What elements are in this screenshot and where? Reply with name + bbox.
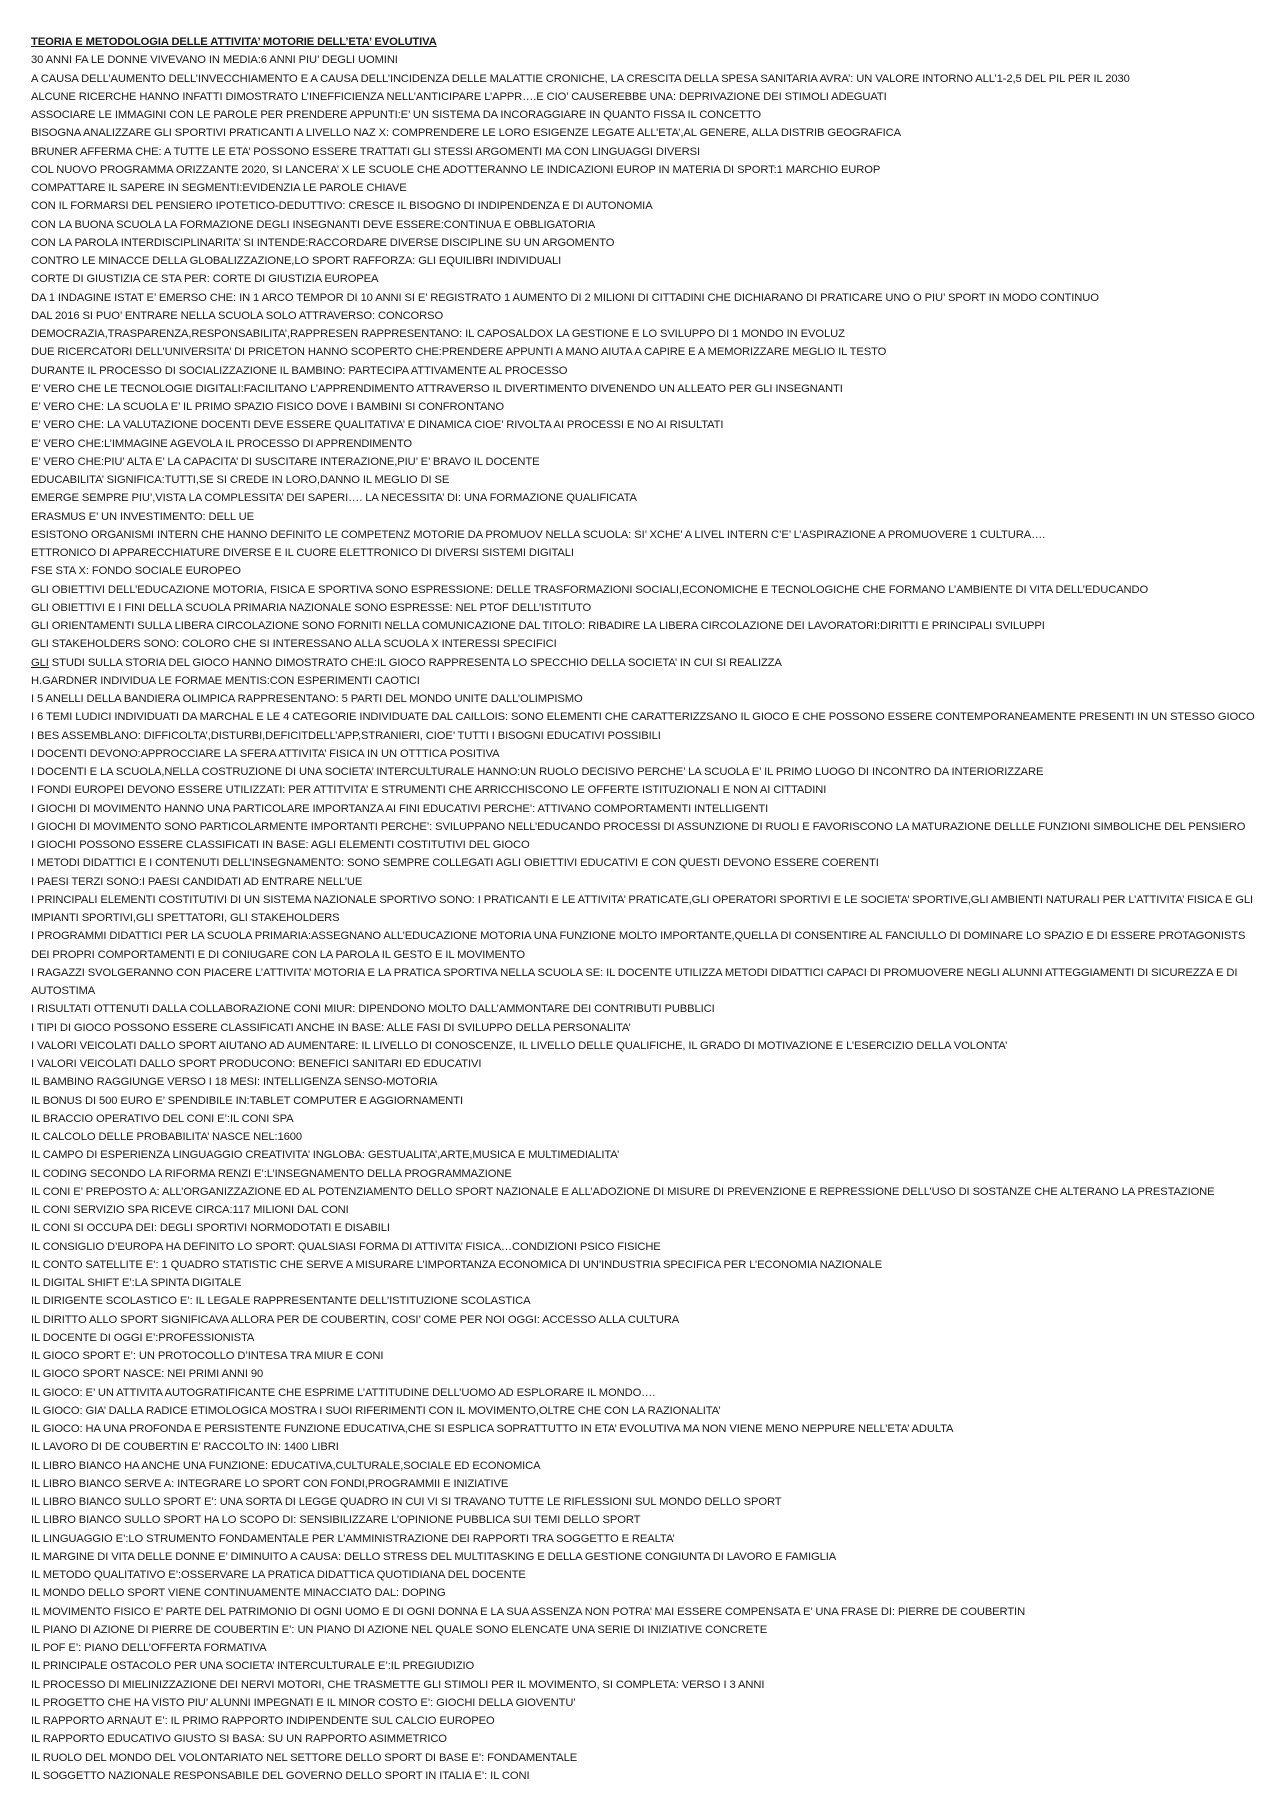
list-item: GLI OBIETTIVI DELL’EDUCAZIONE MOTORIA, FISICA E SPORTIVA SONO ESPRESSIONE: DELLE TRASFORMAZIONI SOCIALI,ECONOMICHE E TECNOLOGICHE CHE FORMANO L’AMBIENTE DI VITA DELL’EDUCANDO	[31, 583, 1149, 596]
list-item: A CAUSA DELL’AUMENTO DELL’INVECCHIAMENTO E A CAUSA DELL’INCIDENZA DELLE MALATTIE CRONICHE, LA CRESCITA DELLA SPESA SANITARIA AVRA’: UN VALORE INTORNO ALL’1-2,5 DEL PIL PER IL 2030	[31, 72, 1130, 85]
list-item: IL BRACCIO OPERATIVO DEL CONI E’:IL CONI SPA	[31, 1112, 294, 1125]
list-item: IL DIGITAL SHIFT E’:LA SPINTA DIGITALE	[31, 1277, 242, 1289]
list-item: IL POF E’: PIANO DELL’OFFERTA FORMATIVA	[31, 1642, 267, 1654]
list-item: I DOCENTI DEVONO:APPROCCIARE LA SFERA ATTIVITA’ FISICA IN UN OTTTICA POSITIVA	[31, 747, 500, 760]
list-item: E’ VERO CHE:PIU’ ALTA E’ LA CAPACITA’ DI SUSCITARE INTERAZIONE,PIU’ E’ BRAVO IL DOCENTE	[31, 455, 540, 468]
list-item: DA 1 INDAGINE ISTAT E’ EMERSO CHE: IN 1 ARCO TEMPOR DI 10 ANNI SI E’ REGISTRATO 1 AUMENTO DI 2 MILIONI DI CITTADINI CHE DICHIARANO DI PRATICARE UNO O PIU’ SPORT IN MODO CONTINUO	[31, 291, 1099, 304]
list-item: ASSOCIARE LE IMMAGINI CON LE PAROLE PER PRENDERE APPUNTI:E’ UN SISTEMA DA INCORAGGIARE IN QUANTO FISSA IL CONCETTO	[31, 109, 762, 121]
list-item: IL CONTO SATELLITE E’: 1 QUADRO STATISTIC CHE SERVE A MISURARE L’IMPORTANZA ECONOMICA DI UN’INDUSTRIA SPECIFICA PER L’ECONOMIA NAZIONALE	[31, 1258, 883, 1271]
list-item: E’ VERO CHE: LA SCUOLA E’ IL PRIMO SPAZIO FISICO DOVE I BAMBINI SI CONFRONTANO	[31, 401, 504, 413]
list-item: IL MARGINE DI VITA DELLE DONNE E’ DIMINUITO A CAUSA: DELLO STRESS DEL MULTITASKING E DELLA GESTIONE CONGIUNTA DI LAVORO E FAMIGLIA	[31, 1550, 837, 1563]
list-item: IL GIOCO: E’ UN ATTIVITA AUTOGRATIFICANTE CHE ESPRIME L’ATTITUDINE DELL’UOMO AD ESPLORARE IL MONDO….	[31, 1386, 656, 1399]
list-item: EMERGE SEMPRE PIU’,VISTA LA COMPLESSITA’ DEI SAPERI…. LA NECESSITA’ DI: UNA FORMAZIONE QUALIFICATA	[31, 492, 637, 505]
list-item: I GIOCHI DI MOVIMENTO HANNO UNA PARTICOLARE IMPORTANZA AI FINI EDUCATIVI PERCHE’: ATTIVANO COMPORTAMENTI INTELLIGENTI	[31, 802, 769, 815]
list-item: I VALORI VEICOLATI DALLO SPORT PRODUCONO: BENEFICI SANITARI ED EDUCATIVI	[31, 1058, 482, 1070]
list-item: ALCUNE RICERCHE HANNO INFATTI DIMOSTRATO L’INEFFICIENZA NELL’ANTICIPARE L’APPR….E CIO’ CAUSEREBBE UNA: DEPRIVAZIONE DEI STIMOLI ADEGUATI	[31, 90, 887, 103]
list-item: GLI OBIETTIVI E I FINI DELLA SCUOLA PRIMARIA NAZIONALE SONO ESPRESSE: NEL PTOF DELL’ISTITUTO	[31, 601, 592, 614]
list-item: IL GIOCO: GIA’ DALLA RADICE ETIMOLOGICA MOSTRA I SUOI RIFERIMENTI CON IL MOVIMENTO,OLTRE CHE CON LA RAZIONALITA’	[31, 1404, 721, 1417]
list-item: BRUNER AFFERMA CHE: A TUTTE LE ETA’ POSSONO ESSERE TRATTATI GLI STESSI ARGOMENTI MA CON LINGUAGGI DIVERSI	[31, 145, 700, 158]
list-item: ETTRONICO DI APPARECCHIATURE DIVERSE E IL CUORE ELETTRONICO DI DIVERSI SISTEMI DIGITALI	[31, 547, 574, 559]
list-item: CON LA PAROLA INTERDISCIPLINARITA’ SI INTENDE:RACCORDARE DIVERSE DISCIPLINE SU UN ARGOMENTO	[31, 236, 615, 249]
list-item: IL GIOCO: HA UNA PROFONDA E PERSISTENTE FUNZIONE EDUCATIVA,CHE SI ESPLICA SOPRATTUTTO IN ETA’ EVOLUTIVA MA NON VIENE MENO NEPPURE NELL’ETA’ ADULTA	[31, 1423, 954, 1435]
list-item: IL CAMPO DI ESPERIENZA LINGUAGGIO CREATIVITA’ INGLOBA: GESTUALITA’,ARTE,MUSICA E MULTIMEDIALITA’	[31, 1149, 620, 1162]
list-item: IL PROGETTO CHE HA VISTO PIU’ ALUNNI IMPEGNATI E IL MINOR COSTO E’: GIOCHI DELLA GIOVENTU’	[31, 1696, 576, 1709]
list-item: CON IL FORMARSI DEL PENSIERO IPOTETICO-DEDUTTIVO: CRESCE IL BISOGNO DI INDIPENDENZA E DI AUTONOMIA	[31, 200, 653, 213]
list-item: 30 ANNI FA LE DONNE VIVEVANO IN MEDIA:6 ANNI PIU’ DEGLI UOMINI	[31, 54, 398, 67]
list-item: IL PIANO DI AZIONE DI PIERRE DE COUBERTIN E’: UN PIANO DI AZIONE NEL QUALE SONO ELENCATE UNA SERIE DI INIZIATIVE CONCRETE	[31, 1623, 768, 1636]
list-item: I TIPI DI GIOCO POSSONO ESSERE CLASSIFICATI ANCHE IN BASE: ALLE FASI DI SVILUPPO DELLA PERSONALITA’	[31, 1021, 631, 1034]
question-answer-list	[31, 51, 1261, 1785]
list-item: H.GARDNER INDIVIDUA LE FORMAE MENTIS:CON ESPERIMENTI CAOTICI	[31, 674, 420, 687]
list-item: IL CONI SERVIZIO SPA RICEVE CIRCA:117 MILIONI DAL CONI	[31, 1204, 349, 1216]
list-item: IL LINGUAGGIO E’:LO STRUMENTO FONDAMENTALE PER L’AMMINISTRAZIONE DEI RAPPORTI TRA SOGGETTO E REALTA’	[31, 1532, 675, 1545]
list-item: IL METODO QUALITATIVO E’:OSSERVARE LA PRATICA DIDATTICA QUOTIDIANA DEL DOCENTE	[31, 1569, 526, 1581]
list-item: GLI STAKEHOLDERS SONO: COLORO CHE SI INTERESSANO ALLA SCUOLA X INTERESSI SPECIFICI	[31, 638, 557, 651]
list-item: FSE STA X: FONDO SOCIALE EUROPEO	[31, 565, 241, 578]
list-item: IL GIOCO SPORT E’: UN PROTOCOLLO D’INTESA TRA MIUR E CONI	[31, 1350, 384, 1362]
list-item: IL SOGGETTO NAZIONALE RESPONSABILE DEL GOVERNO DELLO SPORT IN ITALIA E’: IL CONI	[31, 1769, 530, 1782]
list-item: I RAGAZZI SVOLGERANNO CON PIACERE L’ATTIVITA’ MOTORIA E LA PRATICA SPORTIVA NELLA SCUOLA SE: IL DOCENTE UTILIZZA METODI DIDATTICI CAPACI DI PROMUOVERE NEGLI ALUNNI ATTEGGIAMENTI DI SICUREZZA E DI AUTOSTIMA	[31, 966, 1238, 997]
list-item: I PROGRAMMI DIDATTICI PER LA SCUOLA PRIMARIA:ASSEGNANO ALL’EDUCAZIONE MOTORIA UNA FUNZIONE MOLTO IMPORTANTE,QUELLA DI CONSENTIRE AL FANCIULLO DI DOMINARE LO SPAZIO E DI ESSERE PROTAGONISTS DEI PROPRI COMPORTAMENTI E DI CONIUGARE CON LA PAROLA IL GESTO E IL MOVIMENTO	[31, 930, 1246, 961]
list-item: IL CODING SECONDO LA RIFORMA RENZI E’:L’INSEGNAMENTO DELLA PROGRAMMAZIONE	[31, 1167, 512, 1180]
list-item: IL RAPPORTO ARNAUT E’: IL PRIMO RAPPORTO INDIPENDENTE SUL CALCIO EUROPEO	[31, 1715, 495, 1727]
list-item	[31, 654, 1261, 672]
list-item: I 6 TEMI LUDICI INDIVIDUATI DA MARCHAL E LE 4 CATEGORIE INDIVIDUATE DAL CAILLOIS: SONO ELEMENTI CHE CARATTERIZZSANO IL GIOCO E CHE POSSONO ESSERE CONTEMPORANEAMENTE PRESENTI IN UN STESSO GIOCO	[31, 711, 1255, 724]
list-item: E’ VERO CHE LE TECNOLOGIE DIGITALI:FACILITANO L’APPRENDIMENTO ATTRAVERSO IL DIVERTIMENTO DIVENENDO UN ALLEATO PER GLI INSEGNANTI	[31, 382, 843, 395]
list-item: CON LA BUONA SCUOLA LA FORMAZIONE DEGLI INSEGNANTI DEVE ESSERE:CONTINUA E OBBLIGATORIA	[31, 218, 596, 231]
list-item: DUE RICERCATORI DELL’UNIVERSITA’ DI PRICETON HANNO SCOPERTO CHE:PRENDERE APPUNTI A MANO AIUTA A CAPIRE E A MEMORIZZARE MEGLIO IL TESTO	[31, 346, 887, 359]
list-item: I PAESI TERZI SONO:I PAESI CANDIDATI AD ENTRARE NELL’UE	[31, 875, 363, 888]
list-item: I 5 ANELLI DELLA BANDIERA OLIMPICA RAPPRESENTANO: 5 PARTI DEL MONDO UNITE DALL’OLIMPISMO	[31, 693, 583, 705]
list-item: I BES ASSEMBLANO: DIFFICOLTA’,DISTURBI,DEFICITDELL’APP,STRANIERI, CIOE’ TUTTI I BISOGNI EDUCATIVI POSSIBILI	[31, 729, 661, 742]
list-item: IL CONI SI OCCUPA DEI: DEGLI SPORTIVI NORMODOTATI E DISABILI	[31, 1222, 390, 1235]
list-item: E’ VERO CHE: LA VALUTAZIONE DOCENTI DEVE ESSERE QUALITATIVA’ E DINAMICA CIOE’ RIVOLTA AI PROCESSI E NO AI RISULTATI	[31, 419, 724, 432]
list-item: E’ VERO CHE:L’IMMAGINE AGEVOLA IL PROCESSO DI APPRENDIMENTO	[31, 437, 412, 450]
list-item: IL PRINCIPALE OSTACOLO PER UNA SOCIETA’ INTERCULTURALE E’:IL PREGIUDIZIO	[31, 1660, 475, 1673]
list-item: I GIOCHI DI MOVIMENTO SONO PARTICOLARMENTE IMPORTANTI PERCHE’: SVILUPPANO NELL’EDUCANDO PROCESSI DI ASSUNZIONE DI RUOLI E FAVORISCONO LA MATURAZIONE DELLLE FUNZIONI SIMBOLICHE DEL PENSIERO	[31, 820, 1246, 833]
list-item: IL MOVIMENTO FISICO E’ PARTE DEL PATRIMONIO DI OGNI UOMO E DI OGNI DONNA E LA SUA ASSENZA NON POTRA’ MAI ESSERE COMPENSATA E’ UNA FRASE DI: PIERRE DE COUBERTIN	[31, 1605, 1026, 1618]
list-item: IL RUOLO DEL MONDO DEL VOLONTARIATO NEL SETTORE DELLO SPORT DI BASE E’: FONDAMENTALE	[31, 1751, 578, 1764]
list-item: BISOGNA ANALIZZARE GLI SPORTIVI PRATICANTI A LIVELLO NAZ X: COMPRENDERE LE LORO ESIGENZE LEGATE ALL’ETA’,AL GENERE, ALLA DISTRIB GEOGRAFICA	[31, 127, 901, 140]
list-item: IL LIBRO BIANCO HA ANCHE UNA FUNZIONE: EDUCATIVA,CULTURALE,SOCIALE ED ECONOMICA	[31, 1459, 541, 1472]
list-item: IL DIRITTO ALLO SPORT SIGNIFICAVA ALLORA PER DE COUBERTIN, COSI’ COME PER NOI OGGI: ACCESSO ALLA CULTURA	[31, 1313, 680, 1326]
document-page	[31, 33, 1261, 1785]
list-item: IL PROCESSO DI MIELINIZZAZIONE DEI NERVI MOTORI, CHE TRASMETTE GLI STIMOLI PER IL MOVIMENTO, SI COMPLETA: VERSO I 3 ANNI	[31, 1678, 765, 1691]
list-item: GLI ORIENTAMENTI SULLA LIBERA CIRCOLAZIONE SONO FORNITI NELLA COMUNICAZIONE DAL TITOLO: RIBADIRE LA LIBERA CIRCOLAZIONE DEI LAVORATORI:DIRITTI E PRINCIPALI SVILUPPI	[31, 620, 1045, 632]
list-item: CORTE DI GIUSTIZIA CE STA PER: CORTE DI GIUSTIZIA EUROPEA	[31, 273, 379, 286]
list-item: IL DIRIGENTE SCOLASTICO E’: IL LEGALE RAPPRESENTANTE DELL’ISTITUZIONE SCOLASTICA	[31, 1295, 531, 1308]
list-item: IL BAMBINO RAGGIUNGE VERSO I 18 MESI: INTELLIGENZA SENSO-MOTORIA	[31, 1076, 438, 1089]
list-item: IL GIOCO SPORT NASCE: NEI PRIMI ANNI 90	[31, 1368, 264, 1381]
list-item: DAL 2016 SI PUO’ ENTRARE NELLA SCUOLA SOLO ATTRAVERSO: CONCORSO	[31, 309, 444, 322]
list-item-text: STUDI SULLA STORIA DEL GIOCO HANNO DIMOSTRATO CHE:IL GIOCO RAPPRESENTA LO SPECCHIO DELLA SOCIETA’ IN CUI SI REALIZZA	[48, 656, 782, 669]
list-item: IL LAVORO DI DE COUBERTIN E’ RACCOLTO IN: 1400 LIBRI	[31, 1441, 339, 1454]
list-item: IL CALCOLO DELLE PROBABILITA’ NASCE NEL:1600	[31, 1131, 303, 1143]
list-item: I GIOCHI POSSONO ESSERE CLASSIFICATI IN BASE: AGLI ELEMENTI COSTITUTIVI DEL GIOCO	[31, 839, 530, 851]
list-item: IL CONI E’ PREPOSTO A: ALL’ORGANIZZAZIONE ED AL POTENZIAMENTO DELLO SPORT NAZIONALE E ALL’ADOZIONE DI MISURE DI PREVENZIONE E REPRESSIONE DELL’USO DI SOSTANZE CHE ALTERANO LA PRESTAZIONE	[31, 1185, 1215, 1198]
list-item: ERASMUS E’ UN INVESTIMENTO: DELL UE	[31, 510, 254, 523]
list-item: IL BONUS DI 500 EURO E’ SPENDIBILE IN:TABLET COMPUTER E AGGIORNAMENTI	[31, 1094, 463, 1107]
list-item: IL RAPPORTO EDUCATIVO GIUSTO SI BASA: SU UN RAPPORTO ASIMMETRICO	[31, 1733, 447, 1746]
list-item: I FONDI EUROPEI DEVONO ESSERE UTILIZZATI: PER ATTITVITA’ E STRUMENTI CHE ARRICCHISCONO LE OFFERTE ISTITUZIONALI E NON AI CITTADINI	[31, 784, 827, 797]
list-item: EDUCABILITA’ SIGNIFICA:TUTTI,SE SI CREDE IN LORO,DANNO IL MEGLIO DI SE	[31, 474, 450, 486]
underlined-word: GLI	[31, 656, 49, 669]
list-item: CONTRO LE MINACCE DELLA GLOBALIZZAZIONE,LO SPORT RAFFORZA: GLI EQUILIBRI INDIVIDUALI	[31, 255, 562, 267]
list-item: IL DOCENTE DI OGGI E’:PROFESSIONISTA	[31, 1331, 255, 1344]
list-item: I RISULTATI OTTENUTI DALLA COLLABORAZIONE CONI MIUR: DIPENDONO MOLTO DALL’AMMONTARE DEI CONTRIBUTI PUBBLICI	[31, 1003, 715, 1016]
list-item: DURANTE IL PROCESSO DI SOCIALIZZAZIONE IL BAMBINO: PARTECIPA ATTIVAMENTE AL PROCESSO	[31, 364, 568, 377]
list-item: IL CONSIGLIO D’EUROPA HA DEFINITO LO SPORT: QUALSIASI FORMA DI ATTIVITA’ FISICA…CONDIZIONI PSICO FISICHE	[31, 1240, 661, 1253]
list-item: I METODI DIDATTICI E I CONTENUTI DELL’INSEGNAMENTO: SONO SEMPRE COLLEGATI AGLI OBIETTIVI EDUCATIVI E CON QUESTI DEVONO ESSERE COERENTI	[31, 857, 879, 870]
list-item: ESISTONO ORGANISMI INTERN CHE HANNO DEFINITO LE COMPETENZ MOTORIE DA PROMUOV NELLA SCUOLA: SI’ XCHE’ A LIVEL INTERN C’E’ L’ASPIRAZIONE A PROMUOVERE 1 CULTURA….	[31, 528, 1046, 541]
list-item: COMPATTARE IL SAPERE IN SEGMENTI:EVIDENZIA LE PAROLE CHIAVE	[31, 182, 407, 194]
list-item: COL NUOVO PROGRAMMA ORIZZANTE 2020, SI LANCERA’ X LE SCUOLE CHE ADOTTERANNO LE INDICAZIONI EUROP IN MATERIA DI SPORT:1 MARCHIO EUROP	[31, 163, 881, 176]
list-item: IL LIBRO BIANCO SERVE A: INTEGRARE LO SPORT CON FONDI,PROGRAMMII E INIZIATIVE	[31, 1477, 509, 1490]
list-item: I DOCENTI E LA SCUOLA,NELLA COSTRUZIONE DI UNA SOCIETA’ INTERCULTURALE HANNO:UN RUOLO DECISIVO PERCHE’ LA SCUOLA E’ IL PRIMO LUOGO DI INCONTRO DA INTERIORIZZARE	[31, 766, 1044, 778]
list-item: IL LIBRO BIANCO SULLO SPORT E’: UNA SORTA DI LEGGE QUADRO IN CUI VI SI TRAVANO TUTTE LE RIFLESSIONI SUL MONDO DELLO SPORT	[31, 1496, 782, 1508]
list-item: IL MONDO DELLO SPORT VIENE CONTINUAMENTE MINACCIATO DAL: DOPING	[31, 1587, 446, 1600]
list-item: I VALORI VEICOLATI DALLO SPORT AIUTANO AD AUMENTARE: IL LIVELLO DI CONOSCENZE, IL LIVELLO DELLE QUALIFICHE, IL GRADO DI MOTIVAZIONE E L’ESERCIZIO DELLA VOLONTA’	[31, 1039, 1008, 1052]
list-item: DEMOCRAZIA,TRASPARENZA,RESPONSABILITA’,RAPPRESEN RAPPRESENTANO: IL CAPOSALDOX LA GESTIONE E LO SVILUPPO DI 1 MONDO IN EVOLUZ	[31, 328, 845, 340]
list-item: IL LIBRO BIANCO SULLO SPORT HA LO SCOPO DI: SENSIBILIZZARE L’OPINIONE PUBBLICA SUI TEMI DELLO SPORT	[31, 1514, 641, 1527]
document-title: TEORIA E METODOLOGIA DELLE ATTIVITA’ MOTORIE DELL’ETA’ EVOLUTIVA	[31, 36, 437, 48]
list-item: I PRINCIPALI ELEMENTI COSTITUTIVI DI UN SISTEMA NAZIONALE SPORTIVO SONO: I PRATICANTI E LE ATTIVITA’ PRATICATE,GLI OPERATORI SPORTIVI E LE SOCIETA’ SPORTIVE,GLI AMBIENTI NATURALI PER L’ATTIVITA’ FISICA E GLI IMPIANTI SPORTIVI,GLI SPETTATORI, GLI STAKEHOLDERS	[31, 893, 1253, 924]
